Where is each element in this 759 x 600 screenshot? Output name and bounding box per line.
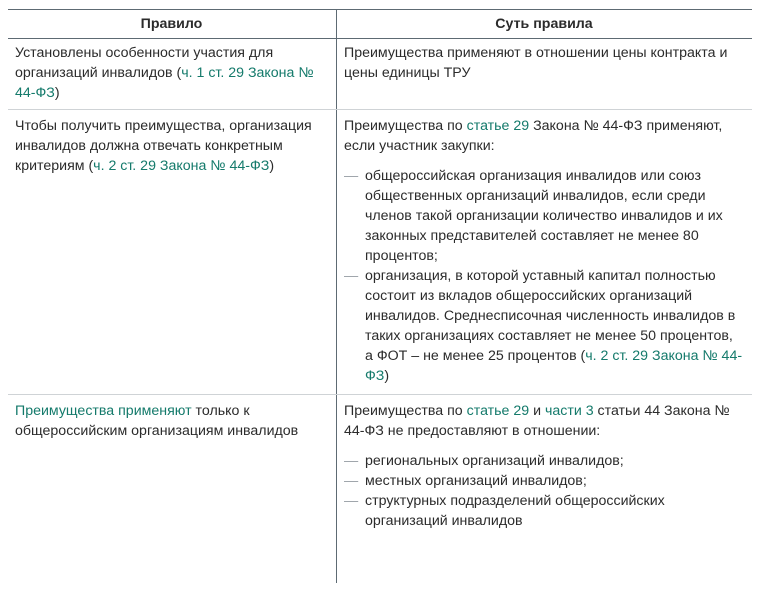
- list-item-text: местных организаций инвалидов;: [365, 473, 587, 489]
- essence-intro: [344, 401, 744, 441]
- intro-text: Преимущества по: [344, 403, 467, 419]
- rule-text: Установлены особенности участия для организаций инвалидов (: [15, 45, 274, 81]
- intro-text-mid: и: [529, 403, 545, 419]
- list-item-text: организация, в которой уставный капитал полностью состоит из вкладов общероссийских организаций инвалидов. Среднесписочная численность инвалидов в таких организациях составляет не менее 50 процентов, а ФОТ – не менее 25 процентов (: [365, 268, 736, 364]
- essence-intro: [344, 116, 744, 156]
- essence-cell: [337, 110, 752, 394]
- rule-text-after: ): [54, 85, 60, 101]
- dash-icon: —: [344, 473, 359, 489]
- dash-icon: —: [344, 493, 359, 509]
- header-essence: Суть правила: [495, 16, 593, 32]
- dash-icon: —: [344, 268, 359, 284]
- list-item: [344, 451, 744, 471]
- list-item: [344, 266, 744, 386]
- article-link[interactable]: статье 29: [466, 403, 530, 419]
- list-item-text: структурных подразделений общероссийских организаций инвалидов: [365, 493, 665, 529]
- rule-cell: [8, 39, 337, 109]
- dash-icon: —: [344, 168, 359, 184]
- list-item-text: региональных организаций инвалидов;: [365, 453, 624, 469]
- intro-text: Преимущества по: [344, 118, 467, 134]
- law-link[interactable]: ч. 1 ст. 29 Закона № 44-ФЗ: [15, 65, 314, 101]
- essence-cell: [337, 39, 752, 109]
- intro-text-after: Закона № 44-ФЗ применяют, если участник закупки:: [344, 118, 723, 154]
- rule-text: только к общероссийским организациям инвалидов: [15, 403, 299, 439]
- rule-text: Чтобы получить преимущества, организация инвалидов должна отвечать конкретным критериям (: [15, 118, 312, 174]
- dash-icon: —: [344, 453, 359, 469]
- list-item-text-after: ): [384, 368, 390, 384]
- intro-text-after: статьи 44 Закона № 44-ФЗ не предоставляют в отношении:: [344, 403, 730, 439]
- list-item: [344, 491, 744, 531]
- law-link[interactable]: ч. 2 ст. 29 Закона № 44-ФЗ: [93, 158, 270, 174]
- rules-table: [8, 9, 752, 583]
- table-row: [8, 395, 752, 583]
- table-row: [8, 39, 752, 110]
- table-header: [8, 9, 752, 39]
- rule-text-after: ): [269, 158, 275, 174]
- header-rule: Правило: [8, 10, 337, 38]
- essence-text: Преимущества применяют в отношении цены контракта и цены единицы ТРУ: [344, 45, 728, 81]
- list-item: [344, 471, 744, 491]
- article-link[interactable]: статье 29: [466, 118, 530, 134]
- list-item-text: общероссийская организация инвалидов или союз общественных организаций инвалидов, если среди членов такой организации количество инвалидов и их законных представителей составляет не менее 80 процентов;: [365, 168, 723, 264]
- rule-cell: [8, 110, 337, 394]
- law-link[interactable]: ч. 2 ст. 29 Закона № 44-ФЗ: [365, 348, 743, 384]
- part-link[interactable]: части 3: [544, 403, 594, 419]
- advantages-link[interactable]: Преимущества применяют: [15, 403, 192, 419]
- essence-cell: [337, 395, 752, 583]
- criteria-list: [344, 166, 744, 386]
- list-item: [344, 166, 744, 266]
- exclusions-list: [344, 451, 744, 531]
- table-row: [8, 110, 752, 395]
- rule-cell: [8, 395, 337, 583]
